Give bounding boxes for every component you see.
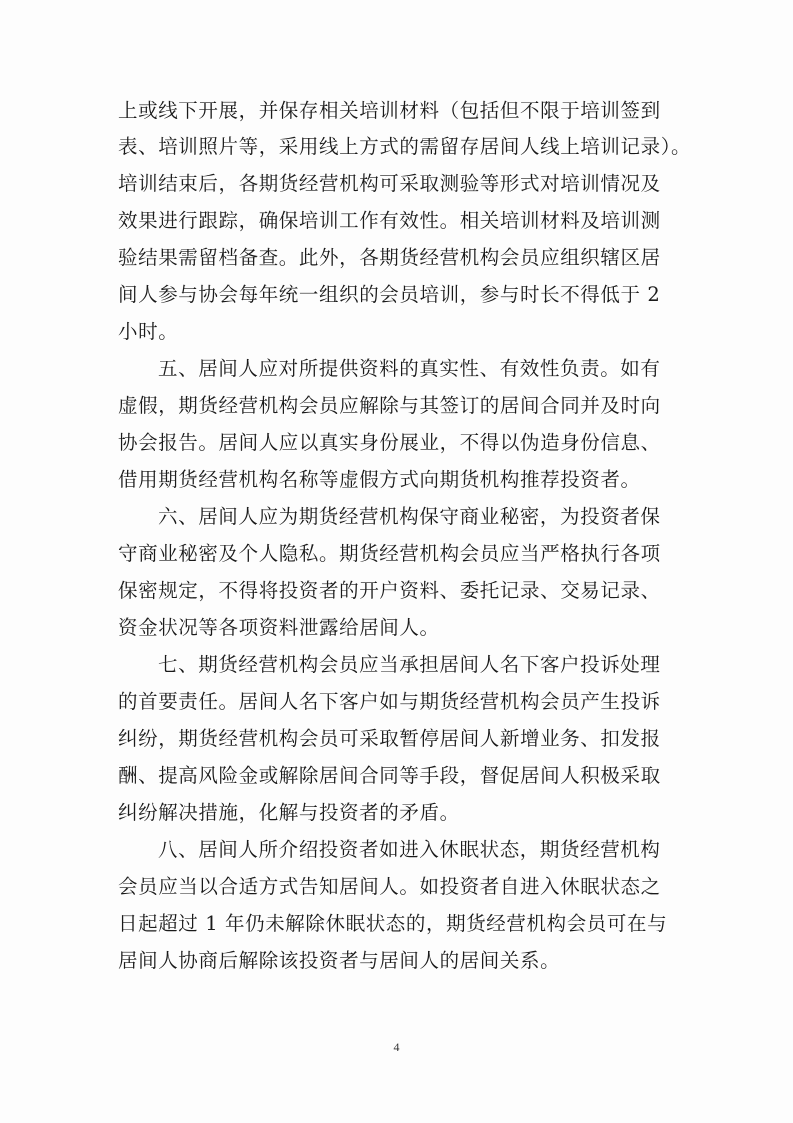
text-line: 效果进行跟踪，确保培训工作有效性。相关培训材料及培训测 [118, 209, 661, 232]
page-number: 4 [393, 1040, 400, 1054]
text-line: 保密规定，不得将投资者的开户资料、委托记录、交易记录、 [118, 579, 661, 602]
text-line: 借用期货经营机构名称等虚假方式向期货机构推荐投资者。 [118, 468, 641, 491]
text-line: 的首要责任。居间人名下客户如与期货经营机构会员产生投诉 [118, 690, 661, 713]
text-line: 资金状况等各项资料泄露给居间人。 [118, 616, 440, 639]
text-line: 日起超过 1 年仍未解除休眠状态的，期货经营机构会员可在与 [118, 912, 668, 935]
text-line: 协会报告。居间人应以真实身份展业，不得以伪造身份信息、 [118, 431, 661, 454]
text-line: 培训结束后，各期货经营机构可采取测验等形式对培训情况及 [118, 172, 661, 195]
text-line: 纠纷解决措施，化解与投资者的矛盾。 [118, 801, 460, 824]
text-line: 间人参与协会每年统一组织的会员培训，参与时长不得低于 2 [118, 283, 661, 306]
text-line: 会员应当以合适方式告知居间人。如投资者自进入休眠状态之 [118, 875, 661, 898]
text-line: 居间人协商后解除该投资者与居间人的居间关系。 [118, 949, 561, 972]
text-line: 酬、提高风险金或解除居间合同等手段，督促居间人积极采取 [118, 764, 661, 787]
paragraph-start-line: 六、居间人应为期货经营机构保守商业秘密，为投资者保 [158, 505, 661, 528]
text-line: 验结果需留档备查。此外，各期货经营机构会员应组织辖区居 [118, 246, 661, 269]
text-line: 上或线下开展，并保存相关培训材料（包括但不限于培训签到 [118, 99, 661, 122]
text-line: 虚假，期货经营机构会员应解除与其签订的居间合同并及时向 [118, 394, 661, 417]
paragraph-start-line: 五、居间人应对所提供资料的真实性、有效性负责。如有 [158, 357, 661, 380]
text-line: 表、培训照片等，采用线上方式的需留存居间人线上培训记录）。 [118, 135, 692, 158]
text-line: 守商业秘密及个人隐私。期货经营机构会员应当严格执行各项 [118, 542, 661, 565]
paragraph-start-line: 七、期货经营机构会员应当承担居间人名下客户投诉处理 [158, 653, 661, 676]
text-line: 小时。 [118, 320, 179, 343]
paragraph-start-line: 八、居间人所介绍投资者如进入休眠状态，期货经营机构 [158, 838, 661, 861]
text-line: 纠纷，期货经营机构会员可采取暂停居间人新增业务、扣发报 [118, 727, 661, 750]
